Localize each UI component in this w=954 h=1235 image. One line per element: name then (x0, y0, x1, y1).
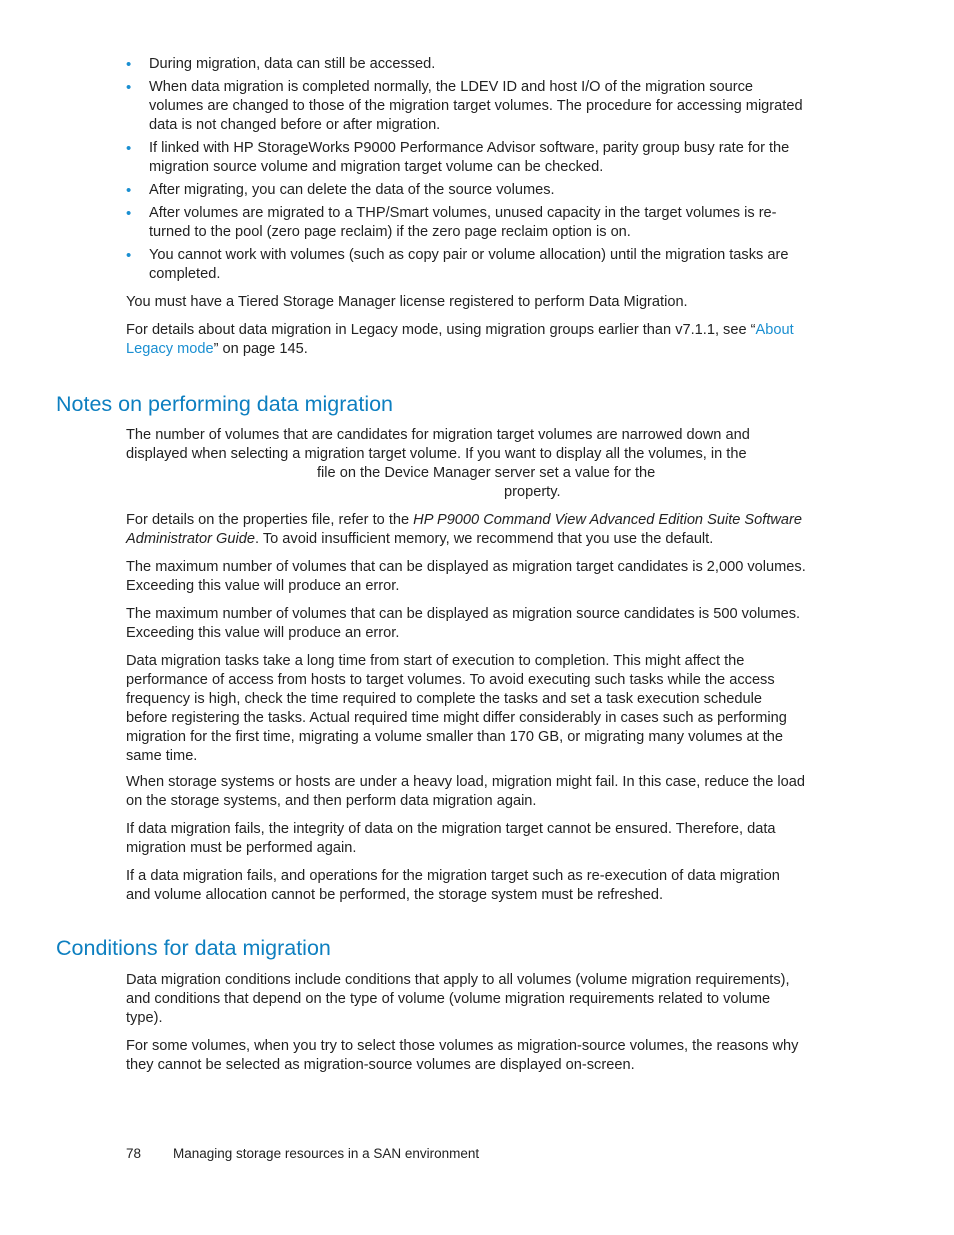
running-title: Managing storage resources in a SAN environment (173, 1146, 480, 1161)
feature-bullet-list (126, 55, 806, 288)
properties-file-paragraph: For details on the properties file, refer to the HP P9000 Command View Advanced Edition Suite Software Administrator Guide. To avoid insufficient memory, we recommend that you use the default. (126, 512, 803, 547)
bullet-item: • After migrating, you can delete the data of the source volumes. (126, 182, 555, 199)
conditions-paragraph: Data migration conditions include conditions that apply to all volumes (volume migration requirements), and conditions that depend on the type of volume (volume migration requirements related to volume type). (126, 972, 790, 1026)
target-candidates-paragraph: The maximum number of volumes that can be displayed as migration target candidates is 2,000 volumes. Exceeding this value will produce an error. (126, 559, 806, 594)
bullet-item: • During migration, data can still be accessed. (126, 56, 436, 73)
page-number: 78 (126, 1146, 142, 1161)
bullet-icon: • (126, 182, 132, 199)
integrity-paragraph: If data migration fails, the integrity of data on the migration target cannot be ensured. Therefore, data migration must be performed again. (126, 821, 776, 856)
page-footer (126, 1145, 479, 1163)
section-heading-notes: Notes on performing data migration (56, 392, 394, 416)
bullet-item: • You cannot work with volumes (such as copy pair or volume allocation) until the migration tasks are completed. (126, 247, 789, 282)
bullet-icon: • (126, 247, 132, 264)
bullet-icon: • (126, 205, 132, 222)
heavy-load-paragraph: When storage systems or hosts are under a heavy load, migration might fail. In this case, reduce the load on the storage systems, and then perform data migration again. (126, 774, 805, 809)
bullet-icon: • (126, 79, 132, 96)
bullet-icon: • (126, 56, 132, 73)
section-heading-conditions: Conditions for data migration (56, 936, 331, 960)
bullet-item: • After volumes are migrated to a THP/Smart volumes, unused capacity in the target volumes is re-turned to the pool (zero page reclaim) if the zero page reclaim option is on. (126, 205, 777, 240)
bullet-item: • When data migration is completed normally, the LDEV ID and host I/O of the migration source volumes are changed to those of the migration target volumes. The procedure for accessing migrated data is not changed before or after migration. (126, 79, 803, 133)
source-candidates-paragraph: The maximum number of volumes that can be displayed as migration source candidates is 500 volumes. Exceeding this value will produce an error. (126, 606, 801, 641)
bullet-icon: • (126, 140, 132, 157)
license-paragraph: You must have a Tiered Storage Manager license registered to perform Data Migration. (126, 294, 688, 310)
bullet-item: • If linked with HP StorageWorks P9000 Performance Advisor software, parity group busy rate for the migration source volume and migration target volume can be checked. (126, 140, 790, 175)
task-duration-paragraph: Data migration tasks take a long time from start of execution to completion. This might affect the performance of access from hosts to target volumes. To avoid executing such tasks while the access frequency is high, check the time required to complete the tasks and set a task execution schedule before registering the tasks. Actual required time might differ considerably in cases such as performing migration for the first time, migrating a volume smaller than 170 GB, or migrating many volumes at the same time. (126, 653, 787, 764)
about-legacy-mode-link[interactable]: About Legacy mode (126, 322, 794, 357)
legacy-mode-paragraph: For details about data migration in Legacy mode, using migration groups earlier than v7.1.1, see “About Legacy mode” on page 145. (126, 322, 794, 357)
on-screen-reasons-paragraph: For some volumes, when you try to select those volumes as migration-source volumes, the reasons why they cannot be selected as migration-source volumes are displayed on-screen. (126, 1038, 799, 1073)
candidates-paragraph: The number of volumes that are candidates for migration target volumes are narrowed down and displayed when selecting a migration target volume. If you want to display all the volumes, in the file on the Device Manager server set a value for the property. (126, 427, 750, 500)
guide-title: HP P9000 Command View Advanced Edition Suite Software Administrator Guide (126, 512, 803, 547)
refresh-paragraph: If a data migration fails, and operations for the migration target such as re-execution of data migration and volume allocation cannot be performed, the storage system must be refreshed. (126, 868, 780, 903)
